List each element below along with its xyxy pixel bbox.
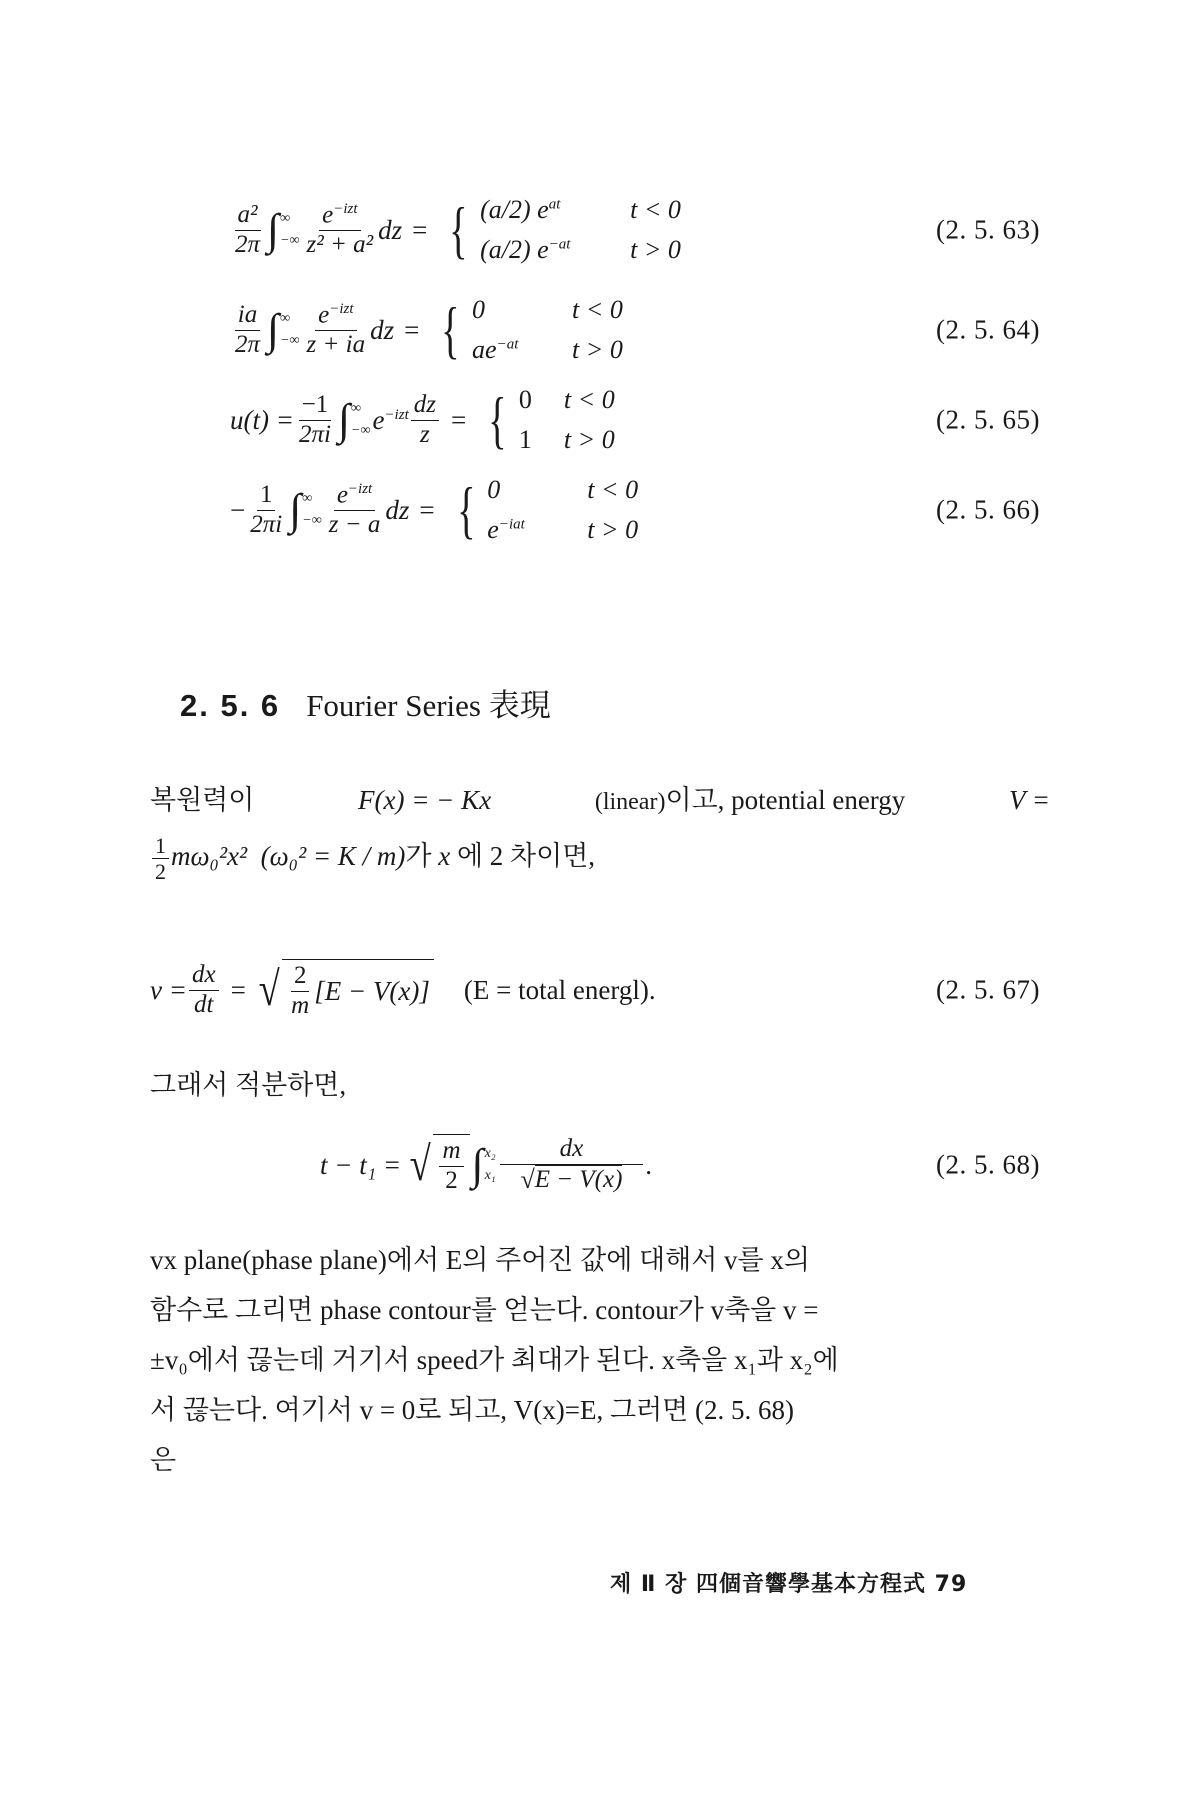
equation-number: (2. 5. 68) <box>936 1149 1040 1180</box>
equation-number: (2. 5. 67) <box>936 974 1040 1005</box>
lhs-numerator: a² <box>235 201 261 231</box>
integral-sign: ∫ ∞ −∞ <box>289 485 322 534</box>
integral-sign: ∫ ∞ −∞ <box>337 395 371 444</box>
lhs-denominator: 2π <box>235 230 261 258</box>
integrand-denominator: z² + a² <box>306 230 374 258</box>
equation-2-5-65: u(t) = $\frac{-1}{2\pi i}$ ∫ ∞ −∞ $e^{-izt}$ $\frac{dz}{z}$ = { 0 t < 0 1 t > 0 (2. 5. 65) <box>230 375 1040 465</box>
integrand-exponent: −izt <box>333 200 358 217</box>
equation-2-5-64: $\frac{ia}{2\pi}$ ∫ ∞ −∞ $\frac{e^{-izt}}{z + ia}$ dz = { 0 t < 0 $ae^{-at}$ t > 0 (2. 5. 64) <box>230 285 1040 375</box>
section-heading <box>180 680 551 725</box>
lhs-denominator: 2π <box>235 330 261 358</box>
sqrt: √ $\frac{m}{2}$ <box>407 1134 469 1196</box>
cases: 0 t < 0 1 t > 0 <box>518 384 615 454</box>
page-footer: 제 Ⅱ 장 四個音響學基本方程式 79 <box>610 1572 968 1597</box>
paragraph-phase-plane <box>150 1235 1050 1485</box>
equation-2-5-63: $\frac{\text{a²}}{2\pi}$ ∫ ∞ −∞ $\frac{e^{-izt}}{\text{z² + a²}}$ dz = { (a/2) $e^{at}$ t < 0 (a/2) $e^{-at}$ t > 0 (2. 5. 63) <box>230 185 1040 275</box>
section-number: 2. 5. 6 <box>180 688 281 723</box>
equation-2-5-66: − $\frac{1}{2\pi i}$ ∫ ∞ −∞ $\frac{e^{-izt}}{z - a}$ dz = { 0 t < 0 $e^{-iat}$ t > 0 (2. 5. 66) <box>230 465 1040 555</box>
integral-sign: ∫ x₂ x₁ <box>471 1140 496 1189</box>
integral-sign: ∫ ∞ −∞ <box>267 305 300 354</box>
text-line: ±v₀에서 끊는데 거기서 speed가 최대가 된다. x축을 x₁과 x₂에 <box>150 1345 839 1375</box>
text-line: 함수로 그리면 phase contour를 얻는다. contour가 v축을 v = <box>150 1295 819 1325</box>
text-line: 은 <box>150 1445 177 1475</box>
integrand-numerator: e <box>322 200 334 228</box>
cases: (a/2) $e^{at}$ t < 0 (a/2) $e^{-at}$ t > 0 <box>480 194 681 264</box>
differential: dz <box>378 214 403 245</box>
equation-number: (2. 5. 64) <box>936 314 1040 345</box>
lhs-prefix: u(t) = <box>230 404 294 435</box>
equation-number: (2. 5. 66) <box>936 494 1040 525</box>
paragraph-integrate: 그래서 적분하면, <box>150 1070 347 1100</box>
equation-number: (2. 5. 65) <box>936 404 1040 435</box>
lhs-numerator: ia <box>235 301 260 331</box>
sqrt: √ $\frac{2}{m}$ [E − V(x)] <box>256 959 434 1021</box>
equation-2-5-67: v = $\frac{dx}{dt}$ = √ $\frac{2}{m}$ [E − V(x)] (E = total energl). (2. 5. 67) <box>150 960 1040 1019</box>
text-line: vx plane(phase plane)에서 E의 주어진 값에 대해서 v를 x의 <box>150 1245 810 1275</box>
cases: 0 t < 0 $ae^{-at}$ t > 0 <box>472 294 623 364</box>
equation-2-5-68: t − t₁ = √ $\frac{m}{2}$ ∫ x₂ x₁ dx √ E − V(x) . (2. 5. 68) <box>320 1134 1040 1194</box>
lhs-prefix: − <box>230 494 246 525</box>
cases: 0 t < 0 $e^{-iat}$ t > 0 <box>487 474 639 544</box>
text-line: 서 끊는다. 여기서 v = 0로 되고, V(x)=E, 그러면 (2. 5. 68) <box>150 1395 794 1425</box>
section-title: Fourier Series 表現 <box>306 688 551 723</box>
paragraph-intro: 복원력이 F(x) = − Kx (linear)이고, potential energy V = $\frac{1}{2}$ mω₀²x² (ω₀² = K / m)가 x 에 2 차이면, <box>150 785 1050 885</box>
equation-number: (2. 5. 63) <box>936 214 1040 245</box>
equation-note: (E = total energl). <box>463 974 656 1005</box>
integral-sign: ∫ ∞ −∞ <box>267 205 300 254</box>
